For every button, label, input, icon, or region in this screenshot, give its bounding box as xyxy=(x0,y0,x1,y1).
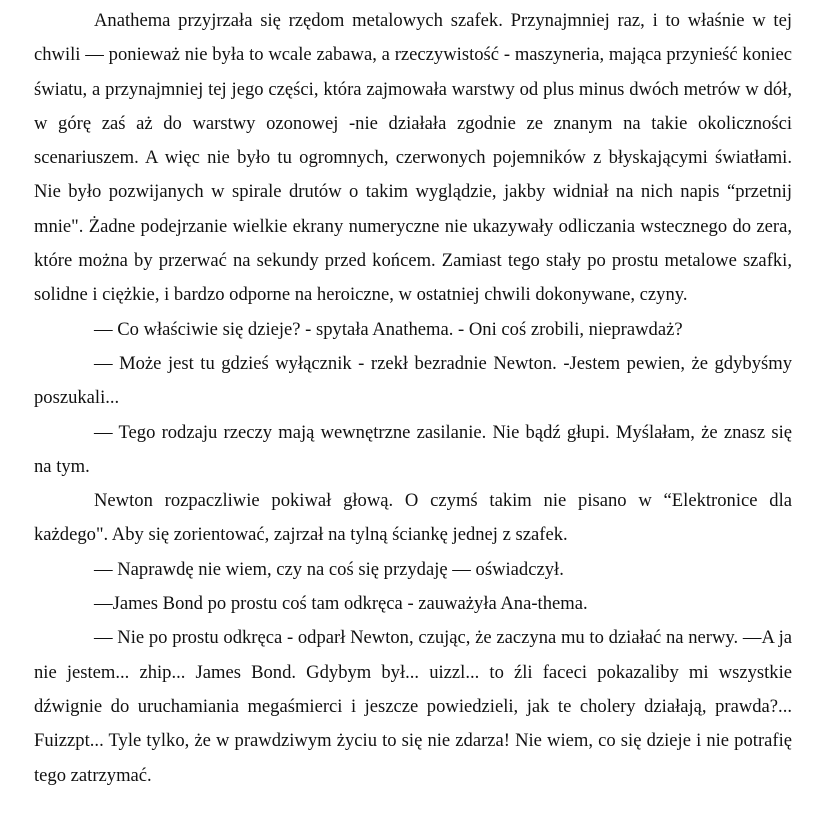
paragraph-6: — Naprawdę nie wiem, czy na coś się przydaję — oświadczył. xyxy=(94,558,564,580)
paragraph-5: Newton rozpaczliwie pokiwał głową. O czymś takim nie pisano w “Elektronice dla każdego". Aby się zorientować, zajrzał na tylną ściankę jednej z szafek. xyxy=(34,490,792,546)
paragraph-2: — Co właściwie się dzieje? - spytała Anathema. - Oni coś zrobili, nieprawdaż? xyxy=(94,318,683,340)
paragraph-3: — Może jest tu gdzieś wyłącznik - rzekł bezradnie Newton. -Jestem pewien, że gdybyśmy poszukali... xyxy=(34,352,792,409)
paragraph-4: — Tego rodzaju rzeczy mają wewnętrzne zasilanie. Nie bądź głupi. Myślałam, że znasz się na tym. xyxy=(34,421,792,477)
paragraph-1: Anathema przyjrzała się rzędom metalowych szafek. Przynajmniej raz, i to właśnie w tej chwili — ponieważ nie była to wcale zabawa, a rzeczywistość - maszyneria, mająca przynieść koniec światu, a przynajmniej tej jego części, która zajmowała warstwy od plus minus dwóch metrów w dół, w górę zaś aż do warstwy ozonowej -nie działała zgodnie ze znanym na takie okoliczności scenariuszem. A więc nie było tu ogromnych, czerwonych pojemników z błyskającymi światłami. Nie było pozwijanych w spirale drutów o takim wyglądzie, jakby widniał na nich napis “przetnij mnie". Żadne podejrzanie wielkie ekrany numeryczne nie ukazywały odliczania wstecznego do zera, które można by przerwać na sekundy przed końcem. Zamiast tego stały po prostu metalowe szafki, solidne i ciężkie, i bardzo odporne na heroiczne, w ostatniej chwili dokonywane, czyny. xyxy=(34,10,792,306)
paragraph-7: —James Bond po prostu coś tam odkręca - zauważyła Ana-thema. xyxy=(94,593,588,615)
paragraph-8: — Nie po prostu odkręca - odparł Newton, czując, że zaczyna mu to działać na nerwy. —A ja nie jestem... zhip... James Bond. Gdybym był... uizzl... to źli faceci pokazaliby mi wszystkie dźwignie do uruchamiania megaśmierci i jeszcze powiedzieli, jak te cholery działają, prawda?... Fuizzpt... Tyle tylko, że w prawdziwym życiu to się nie zdarza! Nie wiem, co się dzieje i nie potrafię tego zatrzymać. xyxy=(34,627,792,786)
